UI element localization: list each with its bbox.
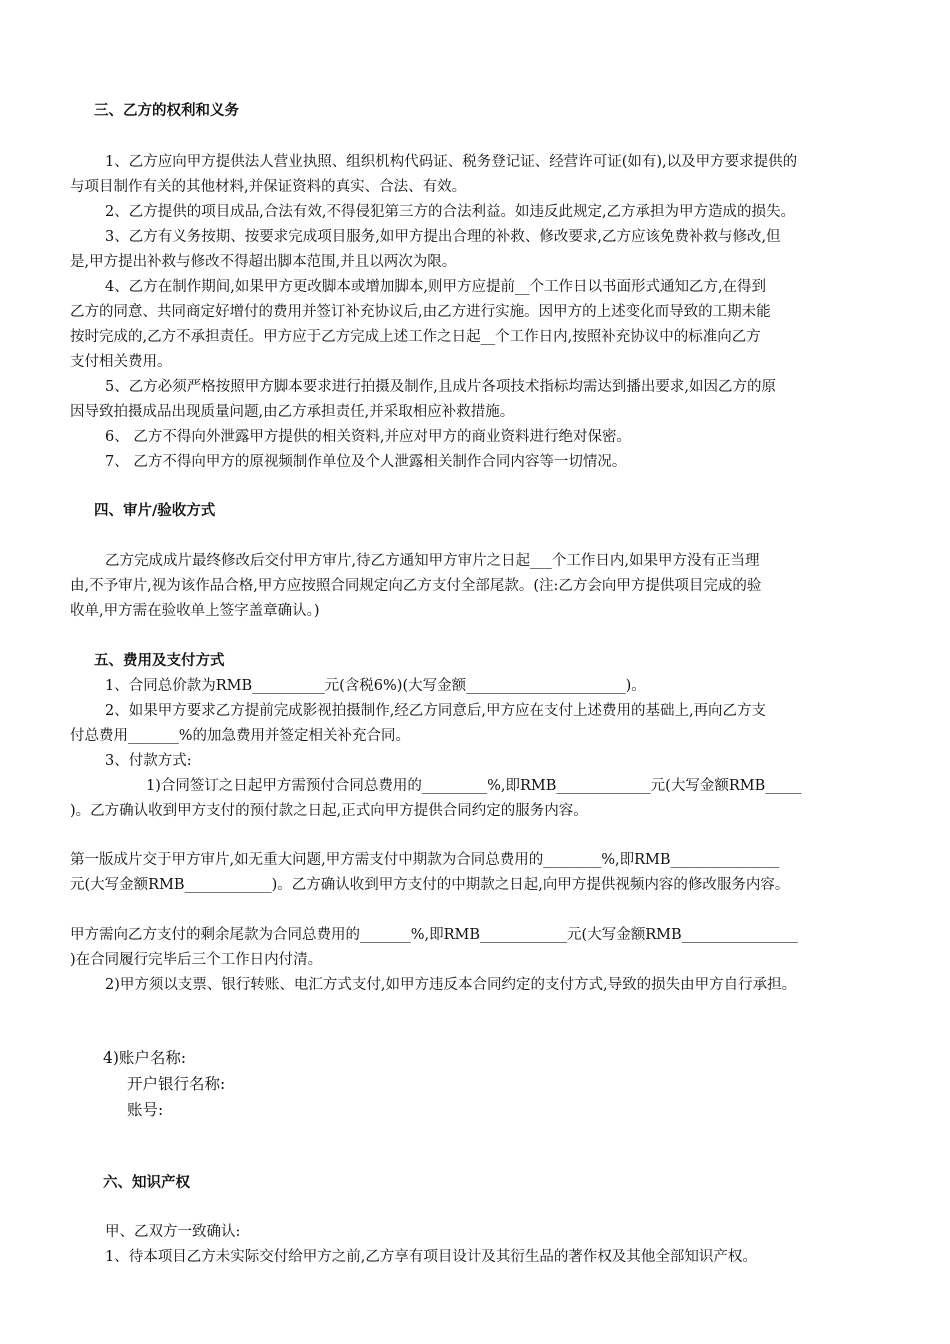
s3-line-4: 3、乙方有义务按期、按要求完成项目服务,如甲方提出合理的补救、修改要求,乙方应该免费补救与修改,但 — [105, 229, 781, 245]
s5-final-line-1: 甲方需向乙方支付的剩余尾款为合同总费用的_______%,即RMB____________元(大写金额RMB________________ — [70, 927, 798, 943]
s5-payment-method-label: 3、付款方式: — [105, 753, 192, 769]
s3-line-5: 是,甲方提出补救与修改不得超出脚本范围,并且以两次为限。 — [70, 254, 457, 270]
s5-line-1: 1、合同总价款为RMB__________元(含税6%)(大写金额______________________)。 — [105, 678, 646, 694]
s3-line-11: 因导致拍摄成品出现质量问题,由乙方承担责任,并采取相应补救措施。 — [70, 404, 515, 420]
s3-line-7: 乙方的同意、共同商定好增付的费用并签订补充协议后,由乙方进行实施。因甲方的上述变化而导致的工期未能 — [70, 304, 771, 320]
s5-midterm-line-2: 元(大写金额RMB____________)。乙方确认收到甲方支付的中期款之日起,向甲方提供视频内容的修改服务内容。 — [70, 877, 790, 893]
section-6-heading: 六、知识产权 — [103, 1175, 190, 1191]
s5-final-line-2: )在合同履行完毕后三个工作日内付清。 — [70, 952, 323, 968]
s6-line-1: 甲、乙双方一致确认: — [105, 1224, 241, 1240]
s5-midterm-line-1: 第一版成片交于甲方审片,如无重大问题,甲方需支付中期款为合同总费用的________%,即RMB_______________ — [70, 852, 780, 868]
s3-line-13: 7、 乙方不得向甲方的原视频制作单位及个人泄露相关制作合同内容等一切情况。 — [105, 454, 627, 470]
s3-line-1: 1、乙方应向甲方提供法人营业执照、组织机构代码证、税务登记证、经营许可证(如有),以及甲方要求提供的 — [105, 154, 798, 170]
s5-line-3: 付总费用_______%的加急费用并签定相关补充合同。 — [70, 728, 411, 744]
s3-line-3: 2、乙方提供的项目成品,合法有效,不得侵犯第三方的合法利益。如违反此规定,乙方承担为甲方造成的损失。 — [105, 204, 796, 220]
s3-line-12: 6、 乙方不得向外泄露甲方提供的相关资料,并应对甲方的商业资料进行绝对保密。 — [105, 429, 631, 445]
account-number-label: 账号: — [127, 1101, 164, 1119]
s3-line-8: 按时完成的,乙方不承担责任。甲方应于乙方完成上述工作之日起__个工作日内,按照补充协议中的标准向乙方 — [70, 329, 761, 345]
s3-line-2: 与项目制作有关的其他材料,并保证资料的真实、合法、有效。 — [70, 179, 467, 195]
s6-line-2: 1、待本项目乙方未实际交付给甲方之前,乙方享有项目设计及其衍生品的著作权及其他全部知识产权。 — [105, 1249, 757, 1265]
section-4-heading: 四、审片/验收方式 — [94, 503, 216, 519]
section-3-heading: 三、乙方的权利和义务 — [94, 103, 239, 119]
s3-line-10: 5、乙方必须严格按照甲方脚本要求进行拍摄及制作,且成片各项技术指标均需达到播出要求,如因乙方的原 — [105, 379, 776, 395]
s4-line-3: 收单,甲方需在验收单上签字盖章确认。) — [70, 603, 320, 619]
s5-prepayment-line-2: )。乙方确认收到甲方支付的预付款之日起,正式向甲方提供合同约定的服务内容。 — [70, 803, 588, 819]
s5-payment-means-line: 2)甲方须以支票、银行转账、电汇方式支付,如甲方违反本合同约定的支付方式,导致的损失由甲方自行承担。 — [105, 977, 797, 993]
s4-line-1: 乙方完成成片最终修改后交付甲方审片,待乙方通知甲方审片之日起___个工作日内,如果甲方没有正当理 — [105, 553, 760, 569]
account-name-label: 4)账户名称: — [103, 1049, 187, 1067]
bank-name-label: 开户银行名称: — [127, 1075, 226, 1093]
section-5-heading: 五、费用及支付方式 — [94, 653, 225, 669]
s3-line-9: 支付相关费用。 — [70, 354, 172, 370]
s5-prepayment-line-1: 1)合同签订之日起甲方需预付合同总费用的_________%,即RMB_____________元(大写金额RMB_____ — [146, 778, 802, 794]
s5-line-2: 2、如果甲方要求乙方提前完成影视拍摄制作,经乙方同意后,甲方应在支付上述费用的基础上,再向乙方支 — [105, 703, 767, 719]
s4-line-2: 由,不予审片,视为该作品合格,甲方应按照合同规定向乙方支付全部尾款。(注:乙方会向甲方提供项目完成的验 — [70, 578, 762, 594]
s3-line-6: 4、乙方在制作期间,如果甲方更改脚本或增加脚本,则甲方应提前__个工作日以书面形式通知乙方,在得到 — [105, 279, 767, 295]
